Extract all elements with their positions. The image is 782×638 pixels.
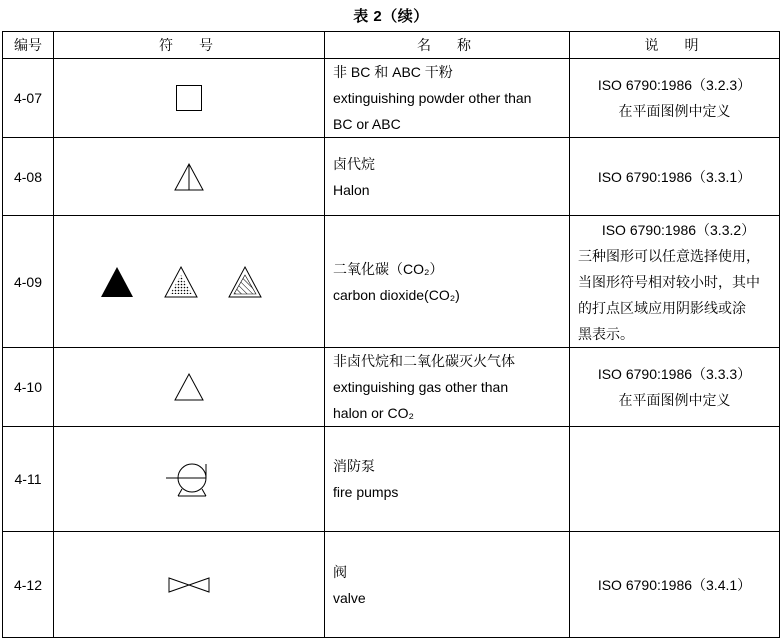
square-symbol-icon <box>175 84 203 112</box>
symbol-table <box>2 31 780 638</box>
row-num: 4-11 <box>3 427 54 532</box>
note-cell: ISO 6790:1986（3.2.3） 在平面图例中定义 <box>570 59 780 138</box>
header-row <box>3 32 780 59</box>
symbol-cell <box>54 348 325 427</box>
header-name: 名 称 <box>325 32 570 59</box>
name-cell: 非 BC 和 ABC 干粉 extinguishing powder other than BC or ABC <box>325 59 570 138</box>
table-row <box>3 348 780 427</box>
table-row <box>3 427 780 532</box>
note-cell: ISO 6790:1986（3.4.1） <box>570 532 780 638</box>
outline-triangle-icon <box>173 372 205 402</box>
halon-triangle-icon <box>173 162 205 192</box>
header-symbol: 符 号 <box>54 32 325 59</box>
header-note: 说 明 <box>570 32 780 59</box>
table-title: 表 2（续） <box>353 8 429 25</box>
fire-pump-icon <box>164 459 214 499</box>
note-cell: ISO 6790:1986（3.3.1） <box>570 138 780 216</box>
row-num: 4-10 <box>3 348 54 427</box>
co2-symbols-icon <box>99 265 279 299</box>
row-num: 4-09 <box>3 216 54 348</box>
row-num: 4-12 <box>3 532 54 638</box>
name-cell: 消防泵 fire pumps <box>325 427 570 532</box>
header-num: 编号 <box>3 32 54 59</box>
table-row <box>3 138 780 216</box>
note-cell: ISO 6790:1986（3.3.3） 在平面图例中定义 <box>570 348 780 427</box>
symbol-cell <box>54 427 325 532</box>
name-cell: 卤代烷 Halon <box>325 138 570 216</box>
name-cell: 二氧化碳（CO₂） carbon dioxide(CO₂) <box>325 216 570 348</box>
filled-triangle-icon <box>101 267 133 297</box>
row-num: 4-08 <box>3 138 54 216</box>
symbol-cell <box>54 138 325 216</box>
symbol-cell <box>54 59 325 138</box>
row-num: 4-07 <box>3 59 54 138</box>
note-cell <box>570 427 780 532</box>
name-cell: 阀 valve <box>325 532 570 638</box>
table-row <box>3 532 780 638</box>
note-cell: ISO 6790:1986（3.3.2） 三种图形可以任意选择使用， 当图形符号相对较小时，其中 的打点区域应用阴影线或涂 黑表示。 <box>570 216 780 348</box>
symbol-cell <box>54 532 325 638</box>
table-row <box>3 216 780 348</box>
symbol-cell <box>54 216 325 348</box>
name-cell: 非卤代烷和二氧化碳灭火气体 extinguishing gas other than halon or CO₂ <box>325 348 570 427</box>
table-row <box>3 59 780 138</box>
valve-icon <box>167 575 211 595</box>
